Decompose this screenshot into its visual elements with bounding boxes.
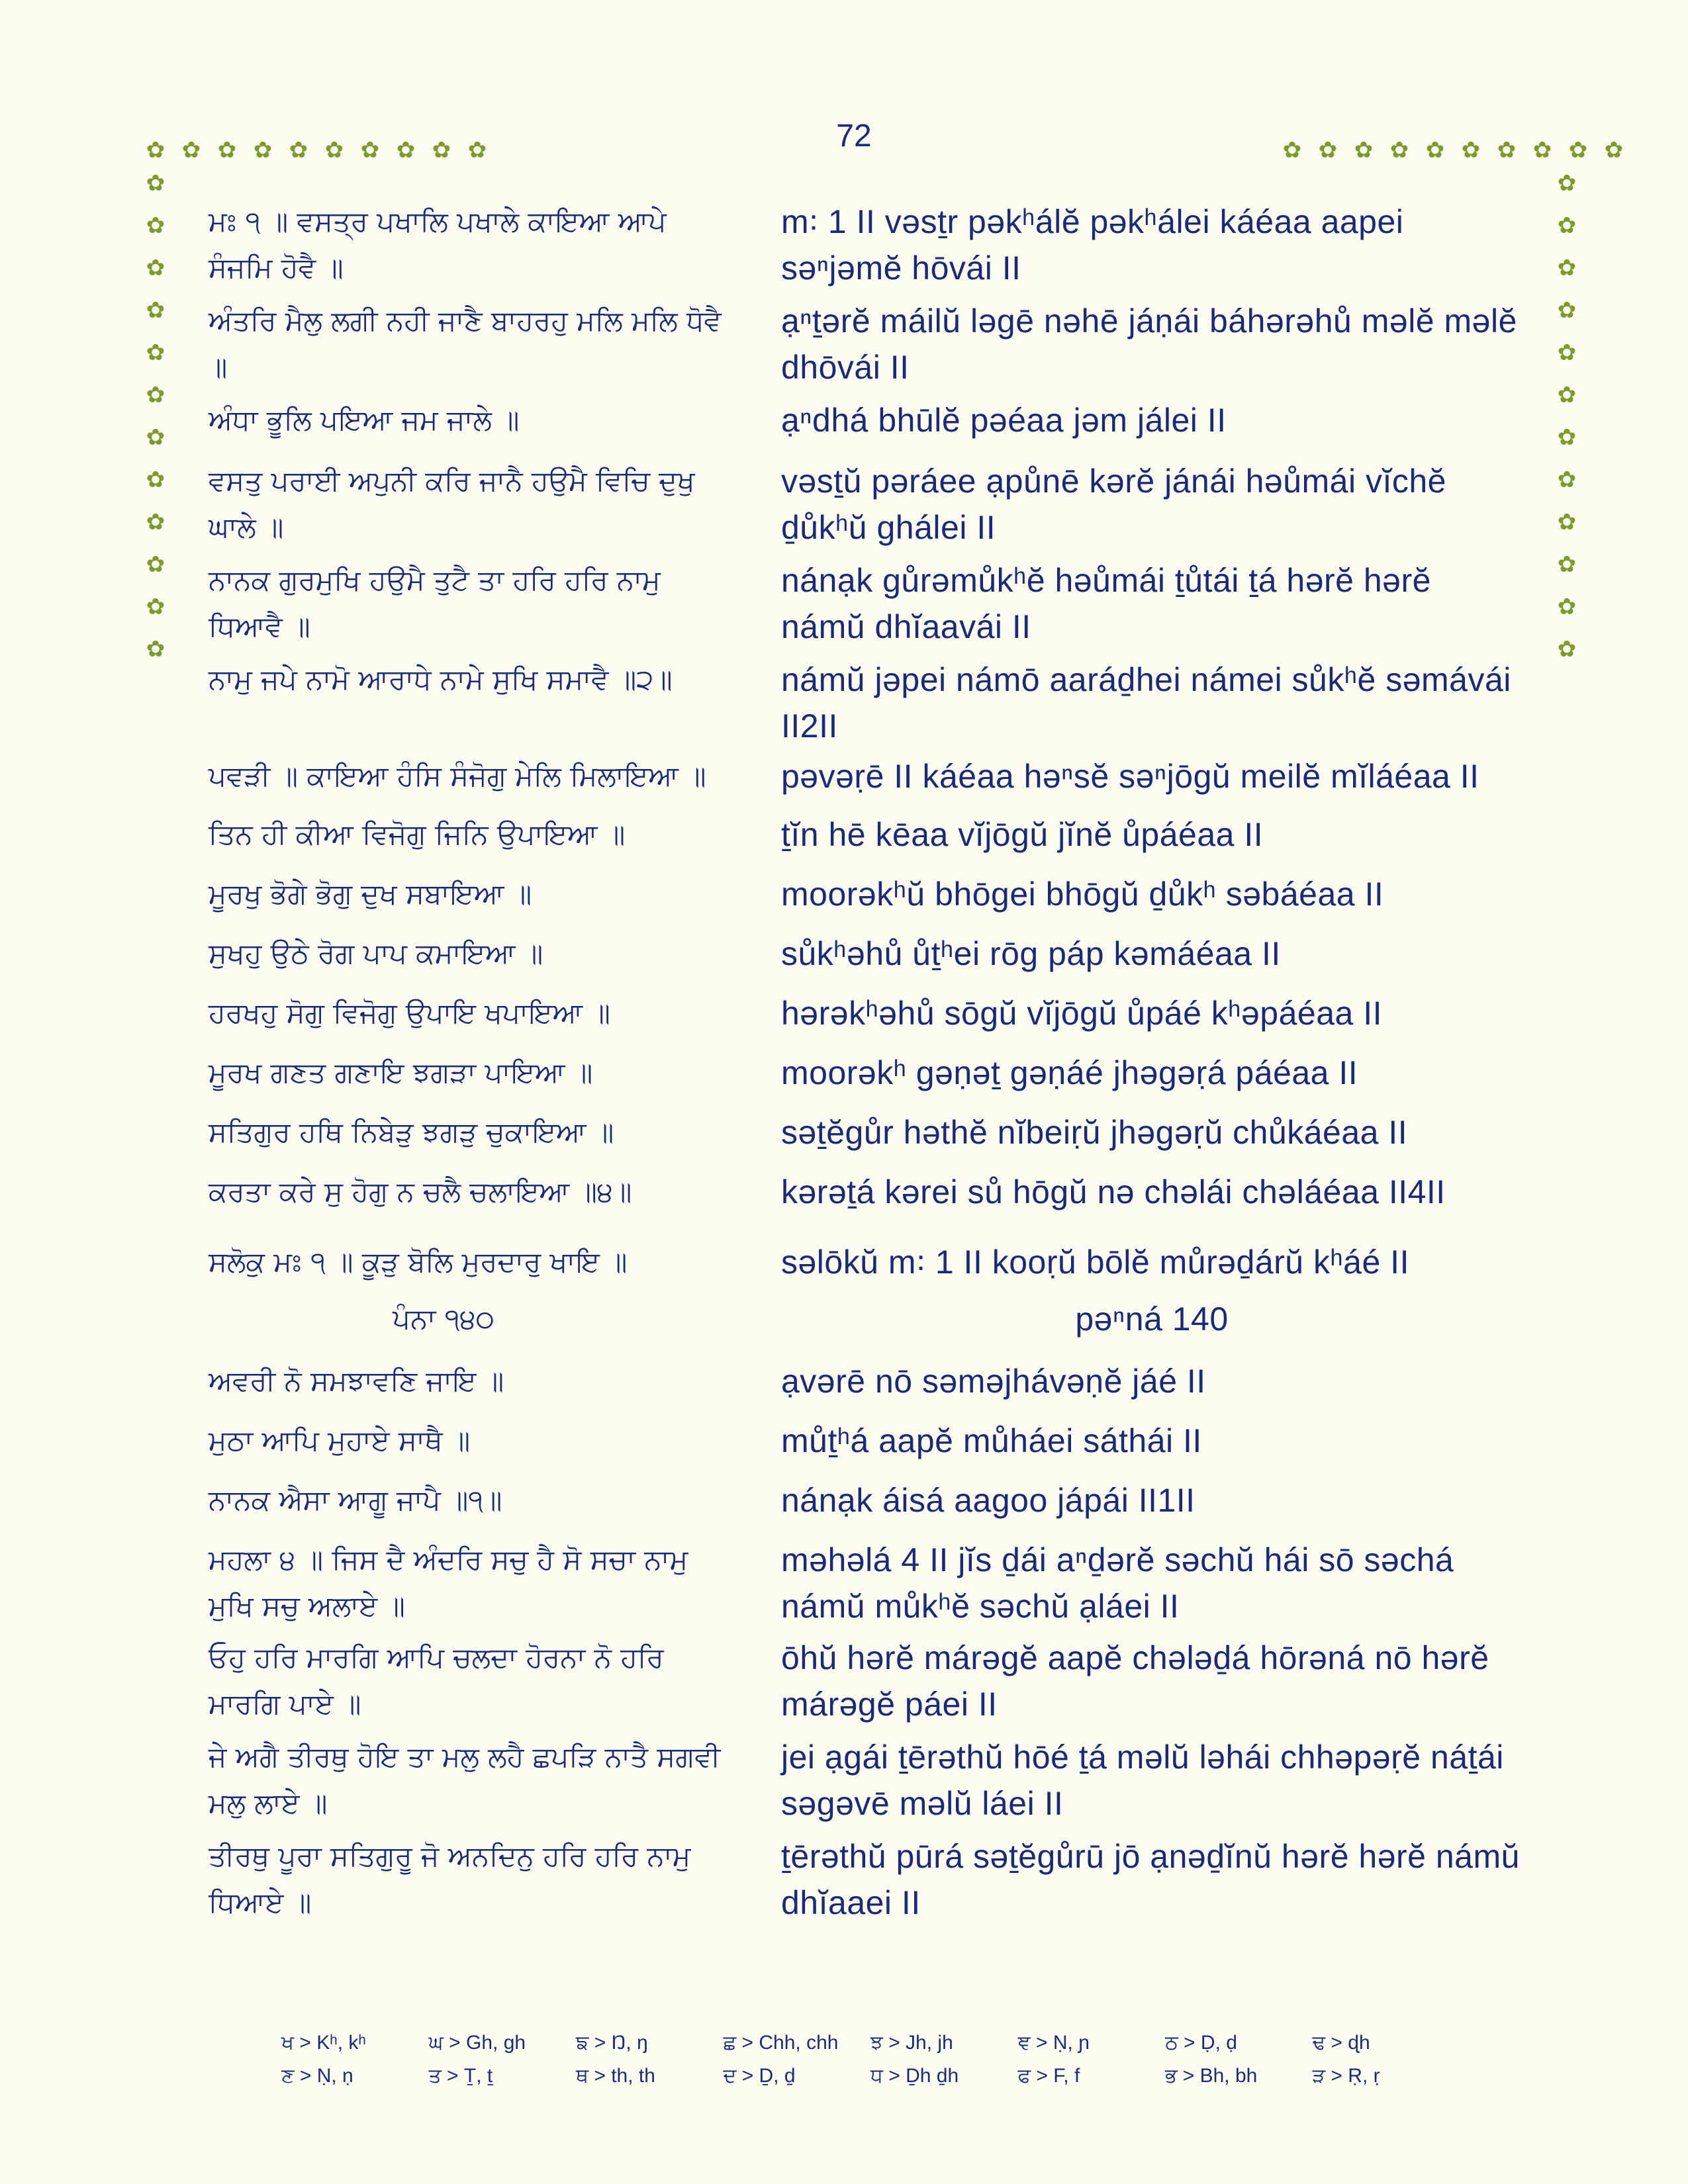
gurmukhi-line: ਹਰਖਹੁ ਸੋਗੁ ਵਿਜੋਗੁ ਉਪਾਇ ਖਪਾਇਆ ॥ (209, 997, 610, 1029)
flower-icon: ✿ (360, 137, 380, 163)
page-number: 72 (836, 118, 872, 154)
legend-item: ਙ > Ŋ, ŋ (576, 2032, 648, 2054)
transliteration-line: jei ạgái ṯērəthŭ hōé ṯá məlŭ ləhái chhəpəṛĕ náṯái səgəvē məlŭ láei II (781, 1739, 1504, 1822)
flower-icon: ✿ (396, 137, 416, 163)
transliteration-line: vəsṯŭ pəráee ạpůnē kərĕ jánái həůmái vĭchĕ ḏůkʰŭ ghálei II (781, 463, 1446, 546)
transliteration-line: moorəkʰŭ bhōgei bhōgŭ ḏůkʰ səbáéaa II (781, 876, 1384, 913)
flower-icon: ✿ (432, 137, 451, 163)
gurmukhi-line: ਤੀਰਥੁ ਪੂਰਾ ਸਤਿਗੁਰੂ ਜੋ ਅਨਦਿਨੁ ਹਰਿ ਹਰਿ ਨਾਮੁ ਧਿਆਏ ॥ (209, 1840, 691, 1919)
transliteration-line: ạⁿṯərĕ máilŭ ləgē nəhē jáṇái báhərəhů məlĕ məlĕ dhōvái II (781, 302, 1517, 386)
flower-icon: ✿ (1425, 137, 1445, 163)
gurmukhi-line: ਓਹੁ ਹਰਿ ਮਾਰਗਿ ਆਪਿ ਚਲਦਾ ਹੋਰਨਾ ਨੋ ਹਰਿ ਮਾਰਗਿ ਪਾਏ ॥ (209, 1641, 664, 1720)
flower-icon: ✿ (146, 137, 165, 163)
gurmukhi-line: ਮਃ ੧ ॥ ਵਸਤ੍ਰ ਪਖਾਲਿ ਪਖਾਲੇ ਕਾਇਆ ਆਪੇ ਸੰਜਮਿ ਹੋਵੈ ॥ (209, 205, 667, 284)
flower-icon: ✿ (324, 137, 344, 163)
flower-icon: ✿ (146, 636, 165, 662)
legend-item: ਢ > ɖh (1312, 2032, 1370, 2054)
transliteration-line: námŭ jəpei námō aaráḏhei námei sůkʰĕ səmávái II2II (781, 661, 1511, 745)
ornament-top-right (1281, 139, 1638, 161)
transliteration-line: ṯērəthŭ pūrá səṯĕgůrū jō ạnəḏĭnŭ hərĕ hərĕ námŭ dhĭaaei II (781, 1838, 1520, 1921)
gurmukhi-line: ਨਾਨਕ ਗੁਰਮੁਖਿ ਹਉਮੈ ਤੁਟੈ ਤਾ ਹਰਿ ਹਰਿ ਨਾਮੁ ਧਿਆਵੈ ॥ (209, 564, 661, 643)
flower-icon: ✿ (1557, 212, 1577, 239)
legend-item: ਖ > Kʰ, kʰ (281, 2032, 366, 2054)
flower-icon: ✿ (1557, 382, 1577, 408)
gurmukhi-line: ਅਵਰੀ ਨੋ ਸਮਝਾਵਣਿ ਜਾਇ ॥ (209, 1365, 504, 1397)
flower-icon: ✿ (253, 137, 273, 163)
gurmukhi-line: ਸਲੋਕੁ ਮਃ ੧ ॥ ਕੂੜੁ ਬੋਲਿ ਮੁਰਦਾਰੁ ਖਾਇ ॥ (209, 1246, 628, 1278)
legend-item: ਥ > th, th (576, 2065, 655, 2087)
gurmukhi-line: ਜੇ ਅਗੈ ਤੀਰਥੁ ਹੋਇ ਤਾ ਮਲੁ ਲਹੈ ਛਪੜਿ ਨਾਤੈ ਸਗਵੀ ਮਲੁ ਲਾਏ ॥ (209, 1741, 721, 1819)
transliteration-line: səlōkŭ m꞉ 1 II kooṛŭ bōlĕ můrəḏárŭ kʰáé II (781, 1244, 1409, 1281)
flower-icon: ✿ (146, 382, 165, 408)
flower-icon: ✿ (1557, 594, 1577, 620)
flower-icon: ✿ (146, 467, 165, 493)
transliteration-line: m꞉ 1 II vəsṯr pəkʰálĕ pəkʰálei káéaa aapei səⁿjəmĕ hōvái II (781, 203, 1404, 287)
transliteration-line: sůkʰəhů ůṯʰei rōg páp kəmáéaa II (781, 935, 1281, 972)
transliteration-line: ạvərē nō səməjhávəṇĕ jáé II (781, 1363, 1206, 1400)
flower-icon: ✿ (146, 297, 165, 324)
gurmukhi-line: ਪਵੜੀ ॥ ਕਾਇਆ ਹੰਸਿ ਸੰਜੋਗੁ ਮੇਲਿ ਮਿਲਾਇਆ ॥ (209, 760, 706, 792)
flower-icon: ✿ (146, 551, 165, 578)
legend-item: ਭ > Bh, bh (1165, 2065, 1258, 2087)
flower-icon: ✿ (146, 424, 165, 451)
ornament-right (1556, 172, 1578, 680)
gurmukhi-line: ਅੰਧਾ ਭੂਲਿ ਪਇਆ ਜਮ ਜਾਲੇ ॥ (209, 404, 520, 436)
ornament-left (144, 172, 167, 680)
gurmukhi-line: ਤਿਨ ਹੀ ਕੀਆ ਵਿਜੋਗੁ ਜਿਨਿ ਉਪਾਇਆ ॥ (209, 818, 626, 850)
flower-icon: ✿ (1532, 137, 1552, 163)
flower-icon: ✿ (146, 340, 165, 366)
flower-icon: ✿ (1557, 551, 1577, 578)
gurmukhi-line: ਅੰਤਰਿ ਮੈਲੁ ਲਗੀ ਨਹੀ ਜਾਣੈ ਬਾਹਰਹੁ ਮਲਿ ਮਲਿ ਧੋਵੈ ॥ (209, 304, 722, 383)
page-marker-transliteration: pəⁿná 140 (1075, 1300, 1229, 1338)
gurmukhi-line: ਸੁਖਹੁ ਉਠੇ ਰੋਗ ਪਾਪ ਕਮਾਇਆ ॥ (209, 937, 543, 970)
flower-icon: ✿ (1282, 137, 1302, 163)
flower-icon: ✿ (1557, 297, 1577, 324)
flower-icon: ✿ (181, 137, 201, 163)
transliteration-line: pəvəṛē II káéaa həⁿsĕ səⁿjōgŭ meilĕ mĭláéaa II (781, 758, 1479, 795)
legend-item: ਧ > Ḏh ḏh (870, 2065, 959, 2087)
flower-icon: ✿ (1557, 255, 1577, 281)
legend-item: ਘ > Gh, gh (428, 2032, 526, 2054)
gurmukhi-line: ਨਾਨਕ ਐਸਾ ਆਗੂ ਜਾਪੈ ॥੧॥ (209, 1484, 502, 1516)
legend-item: ਝ > Jh, jh (870, 2032, 953, 2054)
flower-icon: ✿ (146, 212, 165, 239)
gurmukhi-line: ਮੂਰਖੁ ਭੋਗੇ ਭੋਗੁ ਦੁਖ ਸਬਾਇਆ ॥ (209, 878, 532, 910)
flower-icon: ✿ (1557, 636, 1577, 662)
legend-item: ਣ > Ṇ, ṇ (281, 2065, 353, 2087)
transliteration-line: ạⁿdhá bhūlĕ pəéaa jəm jálei II (781, 402, 1227, 439)
ornament-top-left (144, 139, 502, 161)
gurmukhi-line: ਸਤਿਗੁਰ ਹਥਿ ਨਿਬੇੜੁ ਝਗੜੁ ਚੁਕਾਇਆ ॥ (209, 1116, 614, 1148)
transliteration-line: můṯʰá aapĕ můháei sáthái II (781, 1422, 1202, 1459)
gurmukhi-line: ਮੂਰਖ ਗਣਤ ਗਣਾਇ ਝਗੜਾ ਪਾਇਆ ॥ (209, 1056, 593, 1089)
flower-icon: ✿ (1568, 137, 1588, 163)
gurmukhi-line: ਕਰਤਾ ਕਰੇ ਸੁ ਹੋਗੁ ਨ ਚਲੈ ਚਲਾਇਆ ॥੪॥ (209, 1175, 632, 1208)
flower-icon: ✿ (1389, 137, 1409, 163)
transliteration-line: səṯĕgůr həthĕ nĭbeiṛŭ jhəgəṛŭ chůkáéaa II (781, 1114, 1408, 1151)
gurmukhi-line: ਵਸਤੁ ਪਰਾਈ ਅਪੁਨੀ ਕਰਿ ਜਾਨੈ ਹਉਮੈ ਵਿਚਿ ਦੁਖੁ ਘਾਲੇ ॥ (209, 465, 695, 543)
flower-icon: ✿ (146, 170, 165, 197)
gurmukhi-line: ਨਾਮੁ ਜਪੇ ਨਾਮੋ ਆਰਾਧੇ ਨਾਮੇ ਸੁਖਿ ਸਮਾਵੈ ॥੨॥ (209, 663, 673, 696)
flower-icon: ✿ (1497, 137, 1517, 163)
transliteration-line: ōhŭ hərĕ márəgĕ aapĕ chələḏá hōrəná nō hərĕ márəgĕ páei II (781, 1639, 1489, 1723)
flower-icon: ✿ (1557, 340, 1577, 366)
flower-icon: ✿ (1557, 170, 1577, 197)
flower-icon: ✿ (1318, 137, 1338, 163)
transliteration-legend (281, 2032, 1460, 2087)
flower-icon: ✿ (1354, 137, 1374, 163)
flower-icon: ✿ (146, 594, 165, 620)
transliteration-line: moorəkʰ gəṇəṯ gəṇáé jhəgəṛá páéaa II (781, 1054, 1358, 1091)
legend-item: ਫ > F, f (1017, 2065, 1080, 2087)
flower-icon: ✿ (1557, 467, 1577, 493)
flower-icon: ✿ (289, 137, 308, 163)
transliteration-line: məhəlá 4 II jĭs ḏái aⁿḏərĕ səchŭ hái sō səchá námŭ můkʰĕ səchŭ ạláei II (781, 1541, 1454, 1625)
gurmukhi-line: ਮੁਠਾ ਆਪਿ ਮੁਹਾਏ ਸਾਥੈ ॥ (209, 1424, 471, 1457)
transliteration-line: nánạk gůrəmůkʰĕ həůmái ṯůtái ṯá hərĕ hərĕ námŭ dhĭaavái II (781, 562, 1431, 645)
flower-icon: ✿ (1461, 137, 1481, 163)
transliteration-line: kərəṯá kərei sů hōgŭ nə chəlái chəláéaa II4II (781, 1173, 1446, 1210)
legend-item: ੜ > Ṛ, ṛ (1312, 2065, 1380, 2087)
page-marker-gurmukhi: ਪੰਨਾ ੧੪੦ (393, 1302, 494, 1335)
legend-item: ਦ > Ḏ, ḏ (723, 2065, 796, 2087)
flower-icon: ✿ (146, 509, 165, 535)
flower-icon: ✿ (467, 137, 487, 163)
flower-icon: ✿ (1604, 137, 1624, 163)
transliteration-line: ṯĭn hē kēaa vĭjōgŭ jĭnĕ ůpáéaa II (781, 816, 1264, 853)
transliteration-line: hərəkʰəhů sōgŭ vĭjōgŭ ůpáé kʰəpáéaa II (781, 995, 1382, 1032)
flower-icon: ✿ (1557, 509, 1577, 535)
flower-icon: ✿ (146, 255, 165, 281)
gurmukhi-line: ਮਹਲਾ ੪ ॥ ਜਿਸ ਦੈ ਅੰਦਰਿ ਸਚੁ ਹੈ ਸੋ ਸਚਾ ਨਾਮੁ ਮੁਖਿ ਸਚੁ ਅਲਾਏ ॥ (209, 1543, 688, 1622)
transliteration-line: nánạk áisá aagoo jápái II1II (781, 1482, 1196, 1519)
legend-item: ਛ > Chh, chh (723, 2032, 839, 2054)
legend-item: ਠ > Ḍ, ḍ (1165, 2032, 1237, 2054)
flower-icon: ✿ (217, 137, 237, 163)
flower-icon: ✿ (1557, 424, 1577, 451)
legend-item: ਤ > Ṯ, ṯ (428, 2065, 493, 2087)
legend-item: ਞ > Ṇ, ɲ (1017, 2032, 1090, 2054)
